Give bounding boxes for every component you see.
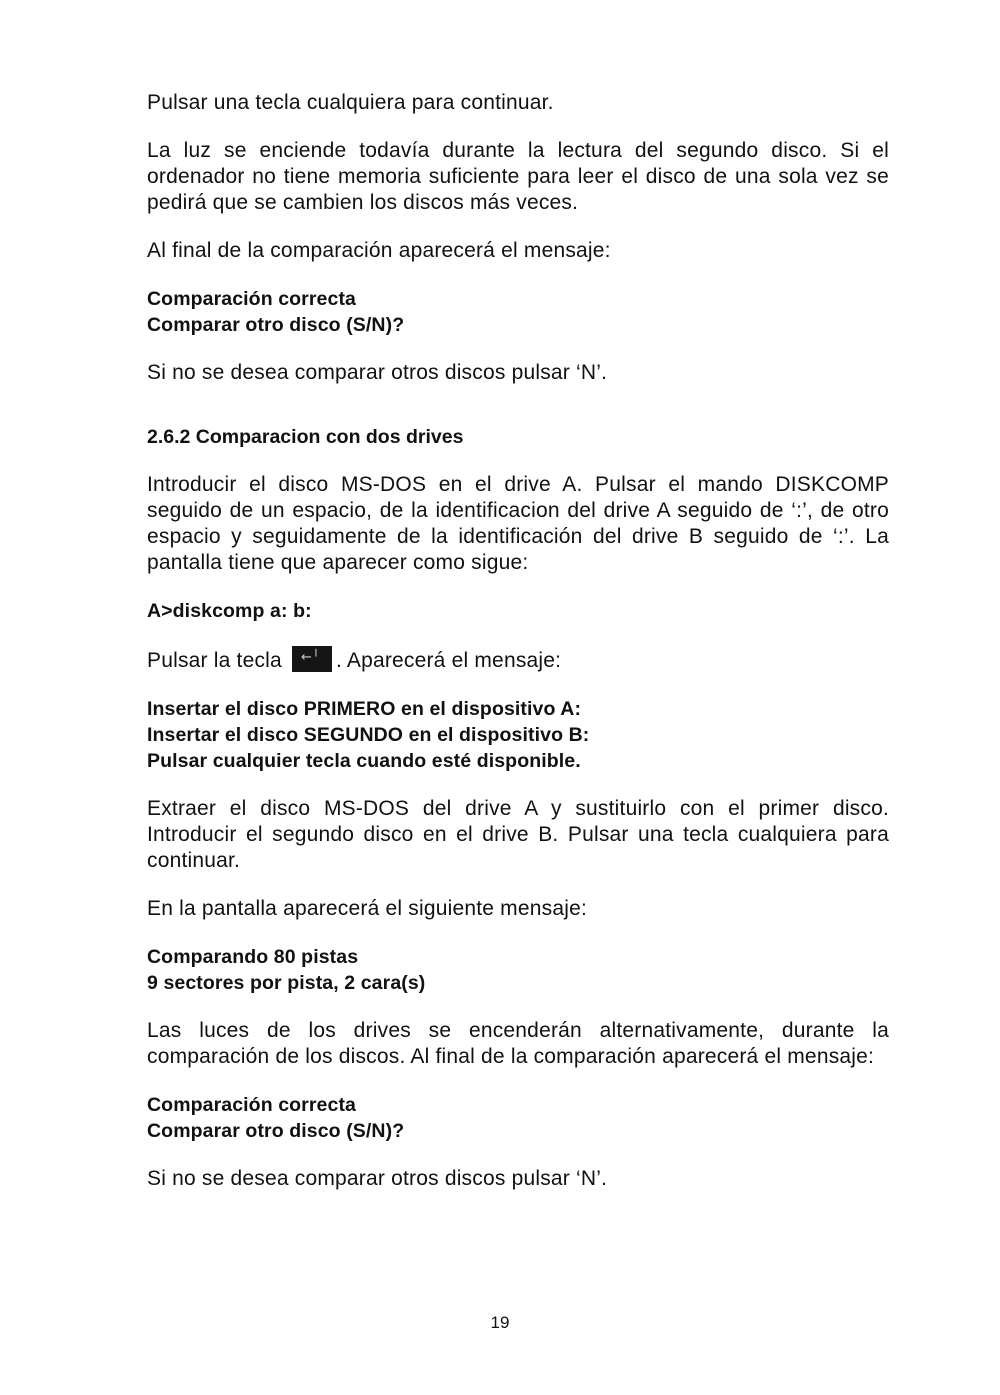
paragraph-press-n-final: Si no se desea comparar otros discos pulsar ‘N’. bbox=[147, 1167, 608, 1190]
message-line: Insertar el disco PRIMERO en el dispositivo A: bbox=[147, 698, 582, 720]
paragraph-press-key bbox=[147, 646, 889, 674]
message-line: Comparar otro disco (S/N)? bbox=[147, 1120, 405, 1142]
message-line: Pulsar cualquier tecla cuando esté disponible. bbox=[147, 750, 581, 772]
press-key-text-after: . Aparecerá el mensaje: bbox=[335, 649, 562, 672]
message-line: Comparación correcta bbox=[147, 1094, 356, 1116]
message-block-4 bbox=[147, 1092, 889, 1144]
message-line: Comparando 80 pistas bbox=[147, 946, 359, 968]
message-line: 9 sectores por pista, 2 cara(s) bbox=[147, 972, 426, 994]
paragraph-end-comparison: Al final de la comparación aparecerá el mensaje: bbox=[147, 239, 611, 262]
message-block-2 bbox=[147, 696, 889, 774]
message-line: Comparar otro disco (S/N)? bbox=[147, 314, 405, 336]
page-content bbox=[147, 90, 889, 1214]
page-number: 19 bbox=[490, 1313, 510, 1332]
paragraph-extract-disk: Extraer el disco MS-DOS del drive A y sustituirlo con el primer disco. Introducir el segundo disco en el drive B. Pulsar una tecla cualquiera para continuar. bbox=[147, 797, 889, 872]
paragraph-press-n: Si no se desea comparar otros discos pulsar ‘N’. bbox=[147, 361, 608, 384]
press-key-text: Pulsar la tecla bbox=[147, 649, 282, 672]
paragraph-light-reading: La luz se enciende todavía durante la lectura del segundo disco. Si el ordenador no tiene memoria suficiente para leer el disco de una sola vez se pedirá que se cambien los discos más veces. bbox=[147, 139, 889, 214]
paragraph-screen-message: En la pantalla aparecerá el siguiente mensaje: bbox=[147, 897, 587, 920]
message-line: Comparación correcta bbox=[147, 288, 356, 310]
paragraph-instructions: Introducir el disco MS-DOS en el drive A. Pulsar el mando DISKCOMP seguido de un espacio, de la identificacion del drive A seguido de ‘:’, de otro espacio y seguidamente de la identificación del drive B seguido de ‘:’. La pantalla tiene que aparecer como sigue: bbox=[147, 473, 889, 574]
enter-key-icon bbox=[292, 646, 332, 672]
enter-arrow-icon: ←╵ bbox=[300, 650, 321, 665]
command-line: A>diskcomp a: b: bbox=[147, 600, 312, 622]
message-block-1 bbox=[147, 286, 889, 338]
section-heading: 2.6.2 Comparacion con dos drives bbox=[147, 426, 464, 448]
paragraph-continue: Pulsar una tecla cualquiera para continuar. bbox=[147, 91, 554, 114]
paragraph-drive-lights: Las luces de los drives se encenderán alternativamente, durante la comparación de los discos. Al final de la comparación aparecerá el mensaje: bbox=[147, 1019, 889, 1068]
message-block-3 bbox=[147, 944, 889, 996]
message-line: Insertar el disco SEGUNDO en el dispositivo B: bbox=[147, 724, 590, 746]
